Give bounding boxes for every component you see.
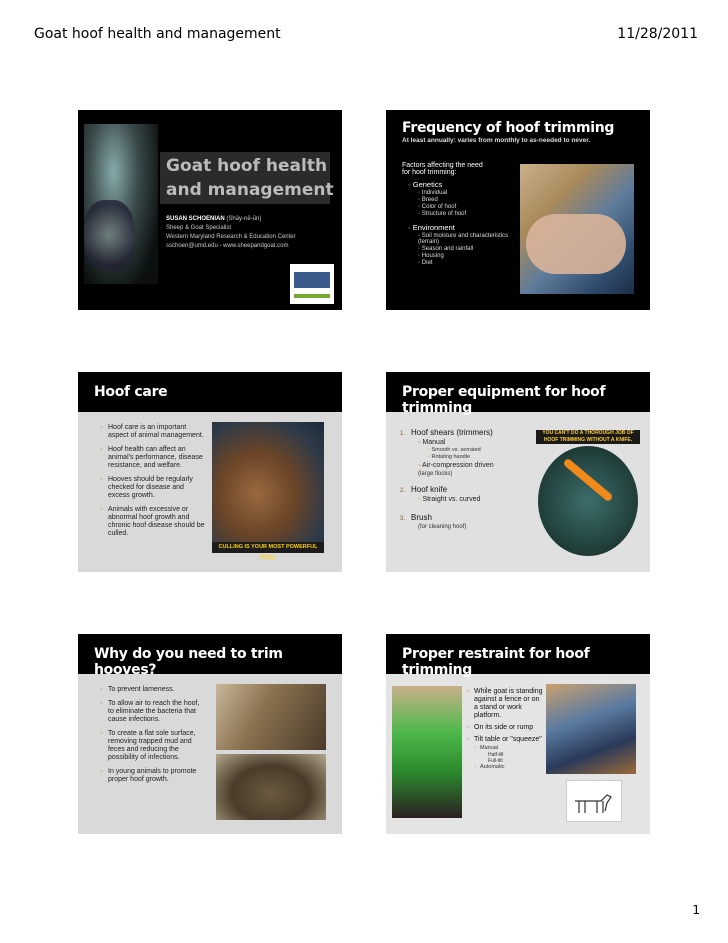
bullet-list	[98, 424, 206, 544]
slide-body	[402, 162, 522, 266]
bullet-item: ◦ To prevent lameness.	[108, 686, 206, 694]
tip-banner: YOU CAN'T DO A THOROUGH JOB OF HOOF TRIMMING WITHOUT A KNIFE.	[536, 430, 640, 444]
sub-item: ◦ Manual	[480, 745, 544, 752]
slide-title	[78, 110, 342, 310]
group-item: ◦ Color of hoof	[418, 204, 522, 210]
title-line-1: Goat hoof health	[166, 156, 328, 176]
slide-title: Proper restraint for hoof trimming	[402, 646, 590, 678]
slide-restraint	[386, 634, 650, 834]
author-center: Western Maryland Research & Education Center	[166, 234, 296, 240]
slide-body	[400, 428, 530, 530]
numbered-item: 1. Hoof shears (trimmers)	[400, 428, 493, 437]
group-item: ◦ Breed	[418, 197, 522, 203]
group-item: ◦ Season and rainfall	[418, 246, 522, 252]
page-number: 1	[692, 903, 700, 917]
slide-title: Why do you need to trim hooves?	[94, 646, 283, 678]
bullet-item: ◦ To allow air to reach the hoof, to eliminate the bacteria that cause infections.	[108, 700, 206, 724]
bullet-item: ◦ Hoof health can affect an animal's performance, disease resistance, and welfare.	[108, 446, 206, 470]
bullet-item: ◦ Hooves should be regularly checked for disease and excess growth.	[108, 476, 206, 500]
slide-hoof-care	[78, 372, 342, 572]
group-item: ◦ Individual	[418, 190, 522, 196]
university-logo	[290, 264, 334, 304]
numbered-item: 2. Hoof knife	[400, 485, 448, 494]
slide-equipment	[386, 372, 650, 572]
goat-photo-overlay	[84, 200, 134, 270]
sub-sub-item: ◦ Smooth vs. serrated	[428, 447, 530, 453]
author-role: Sheep & Goat Specialist	[166, 225, 232, 231]
author-name: SUSAN SCHOENIAN	[166, 216, 225, 222]
group-item: ◦ Structure of hoof	[418, 211, 522, 217]
slide-title: Hoof care	[94, 384, 168, 400]
author-block	[166, 215, 296, 251]
slide-body	[466, 688, 544, 770]
document-header-date: 11/28/2011	[617, 26, 698, 42]
slide-title: Proper equipment for hoof trimming	[402, 384, 606, 416]
sub-item: ◦ Straight vs. curved	[418, 496, 530, 503]
hoof-photo	[212, 422, 324, 542]
shears-photo	[538, 446, 638, 556]
numbered-item: 3. Brush	[400, 513, 432, 522]
sub-item: ◦ Manual	[418, 439, 530, 446]
muddy-hoof-photo	[216, 754, 326, 820]
overgrown-hoof-photo	[216, 684, 326, 750]
slide-main-title	[166, 154, 334, 202]
sub-sub-item: ◦ Rotating handle	[428, 454, 530, 460]
author-contact: sschoen@umd.edu - www.sheepandgoat.com	[166, 243, 289, 249]
slide-title: Frequency of hoof trimming	[402, 120, 615, 136]
bullet-item: ◦ Tilt table or "squeeze"	[474, 736, 544, 744]
sub-item: ◦ Air-compression driven	[418, 462, 530, 469]
restraint-photo	[392, 686, 462, 818]
sub-sub-item: Full-tilt	[488, 757, 503, 764]
sub-sub-item: Half-tilt	[488, 751, 504, 758]
group-label: ◦ Environment	[408, 223, 522, 232]
group-label: ◦ Genetics	[408, 180, 522, 189]
logo-bar	[294, 294, 330, 298]
goat-sketch	[566, 780, 622, 822]
group-item: ◦ Diet	[418, 260, 522, 266]
photo-caption: CULLING IS YOUR MOST POWERFUL TOOL!	[212, 542, 324, 553]
document-header-title: Goat hoof health and management	[34, 26, 281, 42]
group-item: ◦ Soil moisture and characteristics (terrain)	[418, 233, 522, 245]
bullet-item: ◦ In young animals to promote proper hoof growth.	[108, 768, 206, 784]
hoof-trimming-photo	[520, 164, 634, 294]
author-pronunciation: (Shāy-nē-ŭn)	[226, 216, 262, 222]
bullet-item: ◦ Hoof care is an important aspect of animal management.	[108, 424, 206, 440]
group-item: ◦ Housing	[418, 253, 522, 259]
slide-why-trim	[78, 634, 342, 834]
slide-frequency	[386, 110, 650, 310]
sub-item: ◦ Automatic	[480, 764, 544, 771]
slide-subtitle: At least annually: varies from monthly to as-needed to never.	[402, 137, 591, 144]
intro-text: Factors affecting the need for hoof trimming:	[402, 162, 483, 176]
bullet-item: ◦ While goat is standing against a fence or on a stand or work platform.	[474, 688, 544, 720]
bullet-item: ◦ Animals with excessive or abnormal hoof growth and chronic hoof disease should be culled.	[108, 506, 206, 538]
tilt-table-photo	[546, 684, 636, 774]
sub-note: (large flocks)	[418, 471, 453, 477]
logo-mark	[294, 272, 330, 288]
bullet-item: ◦ On its side or rump	[474, 724, 544, 732]
bullet-item: ◦ To create a flat sole surface, removing trapped mud and feces and reducing the possibility of infections.	[108, 730, 206, 762]
title-line-2: and management	[166, 180, 334, 200]
bullet-list	[98, 686, 206, 790]
sub-note: (for cleaning hoof)	[418, 524, 467, 530]
